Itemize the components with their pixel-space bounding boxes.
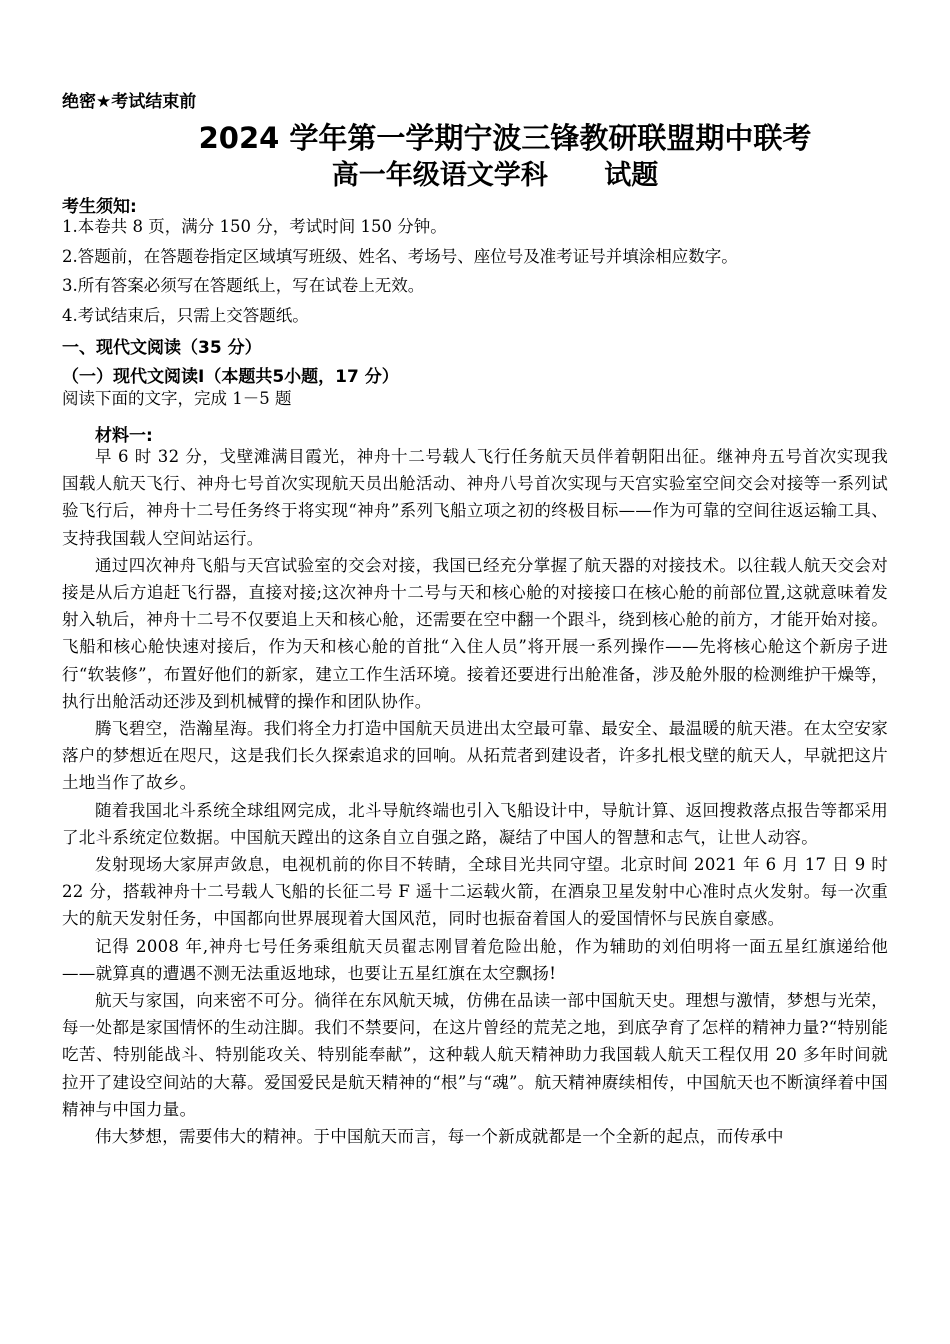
article-paragraph: 通过四次神舟飞船与天宫试验室的交会对接，我国已经充分掌握了航天器的对接技术。以往载人航天交会对接是从后方追赶飞行器，直接对接;这次神舟十二号与天和核心舱的对接接口在核心舱的前部位置,这就意味着发射入轨后，神舟十二号不仅要追上天和核心舱，还需要在空中翻一个跟斗，绕到核心舱的前方，才能开始对接。飞船和核心舱快速对接后，作为天和核心舱的首批“入住人员”将开展一系列操作——先将核心舱这个新房子进行“软装修”，布置好他们的新家，建立工作生活环境。接着还要进行出舱准备，涉及舱外服的检测维护干燥等，执行出舱活动还涉及到机械臂的操作和团队协作。 [62, 555, 888, 711]
subsection-heading: （一）现代文阅读Ⅰ（本题共5小题，17 分） [62, 367, 399, 387]
article-paragraph: 随着我国北斗系统全球组网完成，北斗导航终端也引入飞船设计中，导航计算、返回搜救落点报告等都采用了北斗系统定位数据。中国航天蹚出的这条自立自强之路，凝结了中国人的智慧和志气，让世人动容。 [62, 800, 888, 847]
article-paragraph: 早 6 时 32 分，戈壁滩满目霞光，神舟十二号载人飞行任务航天员伴着朝阳出征。继神舟五号首次实现我国载人航天飞行、神舟七号首次实现航天员出舱活动、神舟八号首次实现与天宫实验室空间交会对接等一系列试验飞行后，神舟十二号任务终于将实现“神舟”系列飞船立项之初的终极目标——作为可靠的空间往返运输工具、支持我国载人空间站运行。 [62, 447, 888, 548]
article-body [62, 443, 888, 1150]
article-paragraph: 航天与家国，向来密不可分。徜徉在东风航天城，仿佛在品读一部中国航天史。理想与激情，梦想与光荣，每一处都是家国情怀的生动注脚。我们不禁要问，在这片曾经的荒芜之地，到底孕育了怎样的精神力量?“特别能吃苦、特别能战斗、特别能攻关、特别能奉献”，这种载人航天精神助力我国载人航天工程仅用 20 多年时间就拉开了建设空间站的大幕。爱国爱民是航天精神的“根”与“魂”。航天精神赓续相传，中国航天也不断演绎着中国精神与中国力量。 [62, 991, 888, 1119]
article-paragraph: 腾飞碧空，浩瀚星海。我们将全力打造中国航天员进出太空最可靠、最安全、最温暖的航天港。在太空安家落户的梦想近在咫尺，这是我们长久探索追求的回响。从拓荒者到建设者，许多扎根戈壁的航天人，早就把这片土地当作了故乡。 [62, 719, 888, 793]
confidential-label: 绝密★考试结束前 [62, 92, 197, 112]
notice-item: 2.答题前，在答题卷指定区域填写班级、姓名、考场号、座位号及准考证号并填涂相应数字。 [62, 247, 738, 266]
exam-subtitle: 高一年级语文学科 试题 [331, 160, 659, 191]
section-heading: 一、现代文阅读（35 分） [62, 338, 262, 358]
notice-item: 1.本卷共 8 页，满分 150 分，考试时间 150 分钟。 [62, 217, 447, 236]
notice-heading: 考生须知: [62, 197, 137, 217]
notice-item: 4.考试结束后，只需上交答题纸。 [62, 306, 309, 325]
article-paragraph: 记得 2008 年,神舟七号任务乘组航天员翟志刚冒着危险出舱，作为辅助的刘伯明将一面五星红旗递给他——就算真的遭遇不测无法重返地球，也要让五星红旗在太空飘扬! [62, 936, 888, 983]
notice-item: 3.所有答案必须写在答题纸上，写在试卷上无效。 [62, 276, 425, 295]
article-paragraph: 伟大梦想，需要伟大的精神。于中国航天而言，每一个新成就都是一个全新的起点，而传承中 [95, 1127, 784, 1147]
exam-title: 2024 学年第一学期宁波三锋教研联盟期中联考 [198, 121, 812, 155]
article-paragraph: 发射现场大家屏声敛息，电视机前的你目不转睛，全球目光共同守望。北京时间 2021 年 6 月 17 日 9 时 22 分，搭载神舟十二号载人飞船的长征二号 F 遥十二运载火箭，在酒泉卫星发射中心准时点火发射。每一次重大的航天发射任务，中国都向世界展现着大国风范，同时也振奋着国人的爱国情怀与民族自豪感。 [62, 855, 888, 929]
instruction-text: 阅读下面的文字，完成 1－5 题 [62, 389, 292, 408]
material-label: 材料一: [95, 426, 153, 446]
